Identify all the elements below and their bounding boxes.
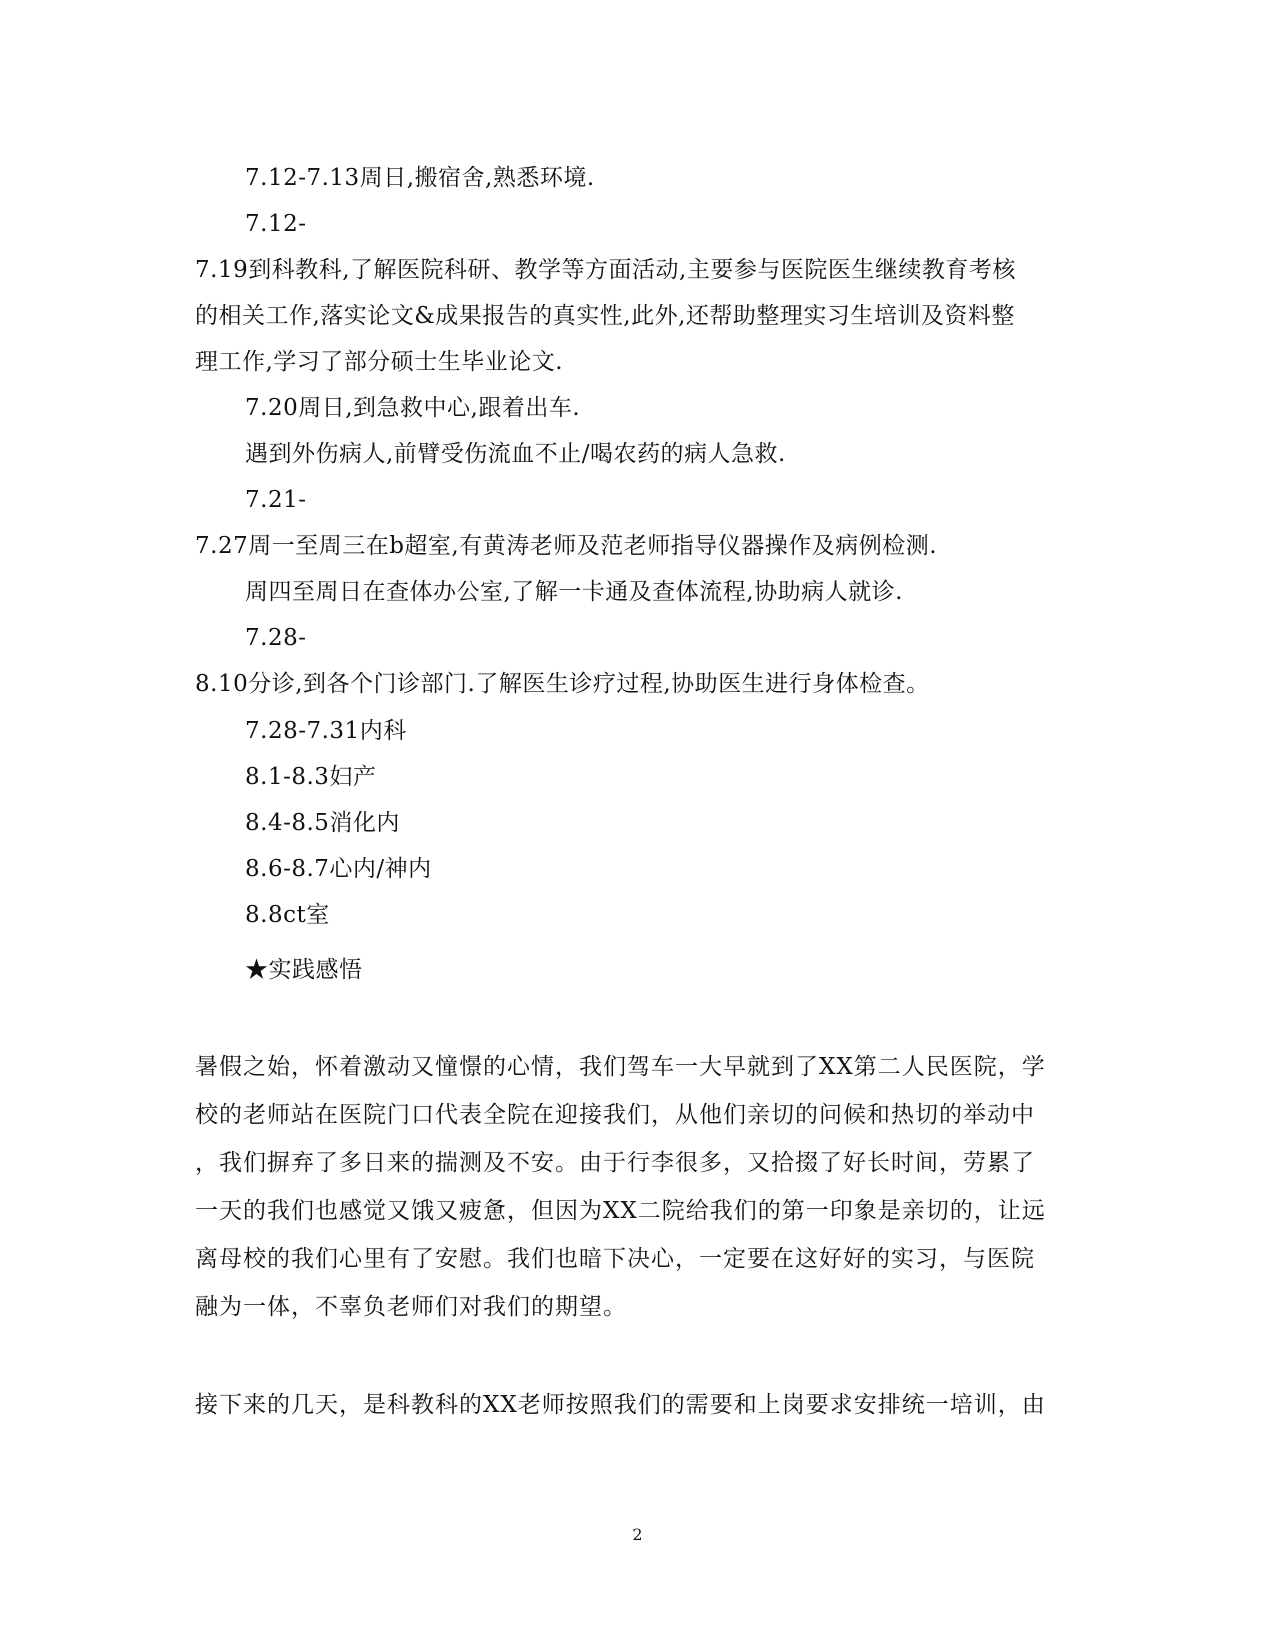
schedule-line: 理工作,学习了部分硕士生毕业论文. [195, 349, 564, 375]
paragraph-line: 融为一体，不辜负老师们对我们的期望。 [195, 1294, 627, 1320]
schedule-line: 7.27周一至周三在b超室,有黄涛老师及范老师指导仪器操作及病例检测. [195, 533, 938, 559]
schedule-line: 周四至周日在查体办公室,了解一卡通及查体流程,协助病人就诊. [245, 579, 903, 605]
schedule-line: 遇到外伤病人,前臂受伤流血不止/喝农药的病人急救. [245, 441, 786, 467]
paragraph-line: 接下来的几天，是科教科的XX老师按照我们的需要和上岗要求安排统一培训，由 [195, 1392, 1046, 1418]
section-heading: ★实践感悟 [245, 957, 363, 983]
schedule-line: 7.20周日,到急救中心,跟着出车. [245, 395, 581, 421]
schedule-line: 7.28-7.31内科 [245, 718, 407, 744]
paragraph-line: 离母校的我们心里有了安慰。我们也暗下决心，一定要在这好好的实习，与医院 [195, 1246, 1035, 1272]
schedule-line: 7.21- [245, 487, 307, 513]
schedule-line: 7.19到科教科,了解医院科研、教学等方面活动,主要参与医院医生继续教育考核 [195, 257, 1016, 283]
schedule-line: 8.10分诊,到各个门诊部门.了解医生诊疗过程,协助医生进行身体检查。 [195, 671, 930, 697]
paragraph-line: ，我们摒弃了多日来的揣测及不安。由于行李很多，又拾掇了好长时间，劳累了 [195, 1150, 1035, 1176]
schedule-line: 8.1-8.3妇产 [245, 764, 377, 790]
paragraph-line: 暑假之始，怀着激动又憧憬的心情，我们驾车一大早就到了XX第二人民医院，学 [195, 1054, 1046, 1080]
schedule-line: 8.4-8.5消化内 [245, 810, 400, 836]
schedule-line: 的相关工作,落实论文&成果报告的真实性,此外,还帮助整理实习生培训及资料整 [195, 303, 1015, 329]
schedule-line: 7.12- [245, 211, 307, 237]
schedule-line: 8.6-8.7心内/神内 [245, 856, 432, 882]
schedule-line: 7.12-7.13周日,搬宿舍,熟悉环境. [245, 165, 595, 191]
schedule-line: 8.8ct室 [245, 902, 330, 928]
paragraph-line: 校的老师站在医院门口代表全院在迎接我们，从他们亲切的问候和热切的举动中 [195, 1102, 1035, 1128]
page-number: 2 [632, 1525, 643, 1544]
schedule-line: 7.28- [245, 625, 307, 651]
paragraph-line: 一天的我们也感觉又饿又疲惫，但因为XX二院给我们的第一印象是亲切的，让远 [195, 1198, 1046, 1224]
